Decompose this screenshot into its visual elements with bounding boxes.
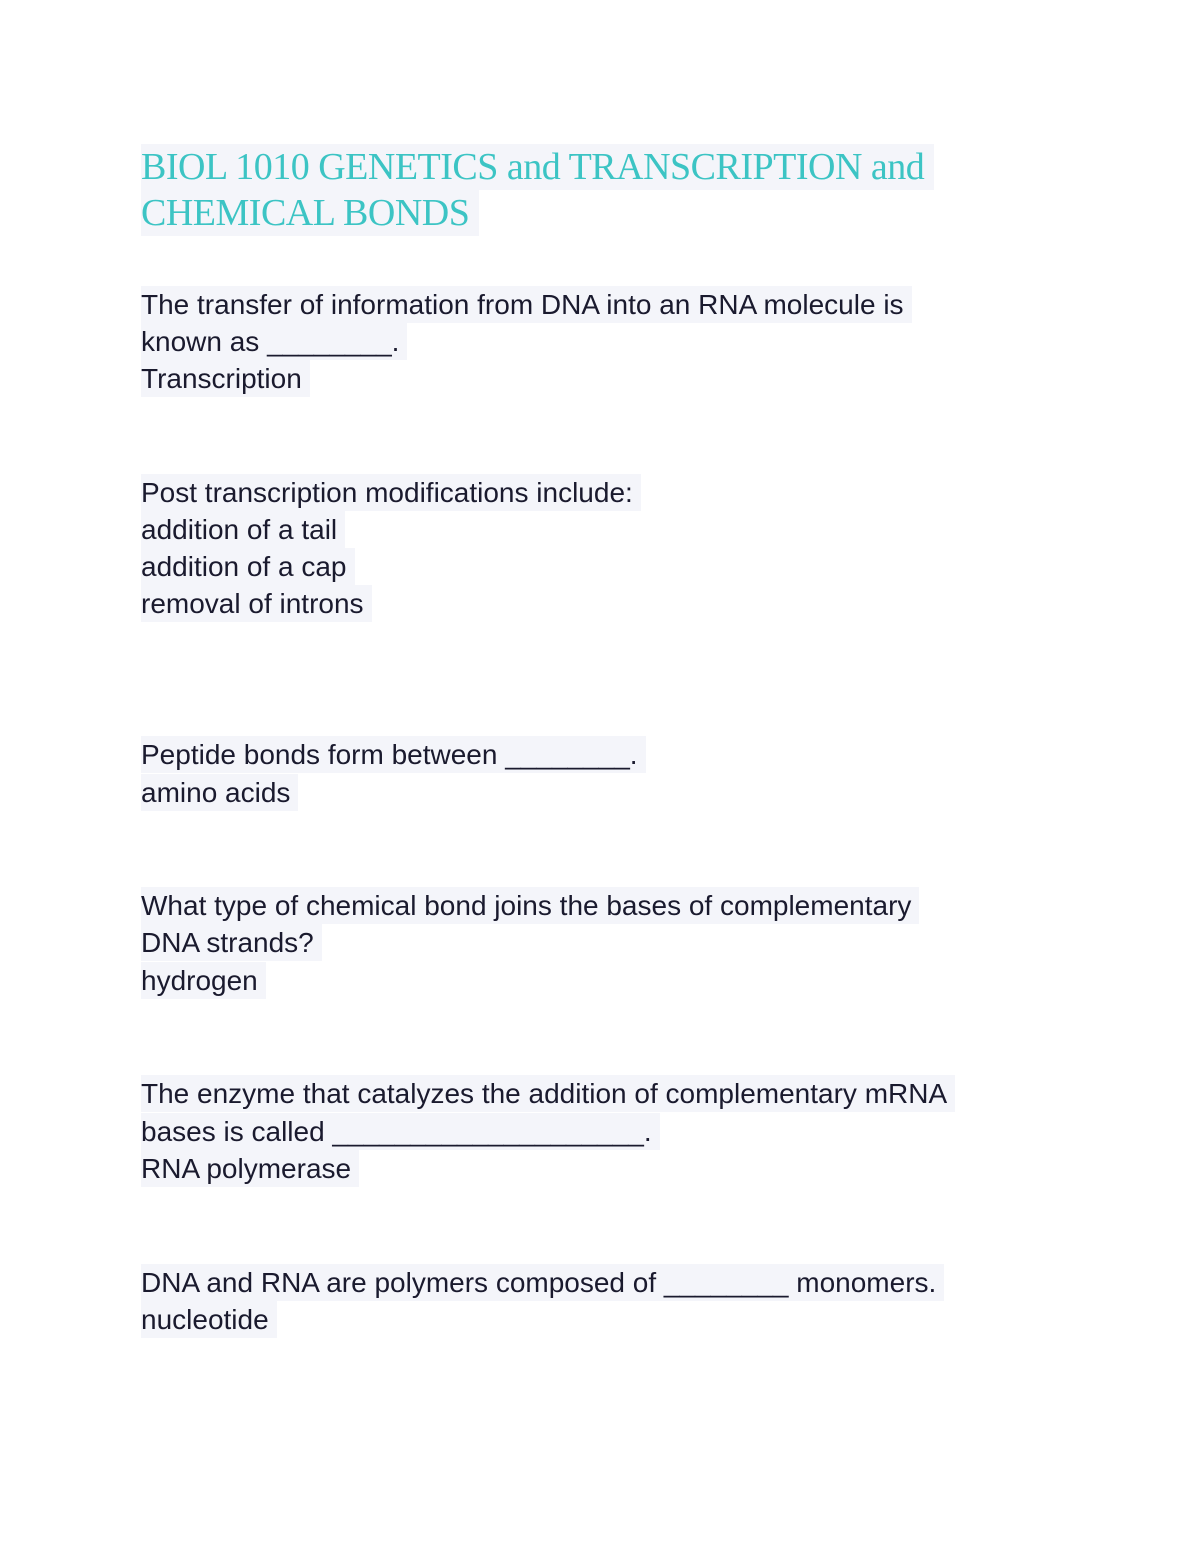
question-4-text-line-2: DNA strands? <box>141 924 322 961</box>
question-2-answer-line-2: addition of a cap <box>141 548 355 585</box>
document-title-line-2: CHEMICAL BONDS <box>141 190 479 236</box>
question-4-text-line-1: What type of chemical bond joins the bases of complementary <box>141 887 919 924</box>
document-title-line-1: BIOL 1010 GENETICS and TRANSCRIPTION and <box>141 144 934 190</box>
question-6-answer: nucleotide <box>141 1301 277 1338</box>
question-6-text: DNA and RNA are polymers composed of ________ monomers. <box>141 1264 944 1301</box>
question-1-text-line-2: known as ________. <box>141 323 407 360</box>
question-3-text: Peptide bonds form between ________. <box>141 736 646 773</box>
question-5-answer: RNA polymerase <box>141 1150 359 1187</box>
question-2-answer-line-3: removal of introns <box>141 585 372 622</box>
question-4-answer: hydrogen <box>141 962 266 999</box>
question-2-answer-line-1: addition of a tail <box>141 511 345 548</box>
question-2-text: Post transcription modifications include: <box>141 474 641 511</box>
question-5-text-line-1: The enzyme that catalyzes the addition of complementary mRNA <box>141 1075 955 1112</box>
question-1-text-line-1: The transfer of information from DNA into an RNA molecule is <box>141 286 912 323</box>
question-1-answer: Transcription <box>141 360 310 397</box>
question-3-answer: amino acids <box>141 774 298 811</box>
question-5-text-line-2: bases is called ____________________. <box>141 1113 660 1150</box>
